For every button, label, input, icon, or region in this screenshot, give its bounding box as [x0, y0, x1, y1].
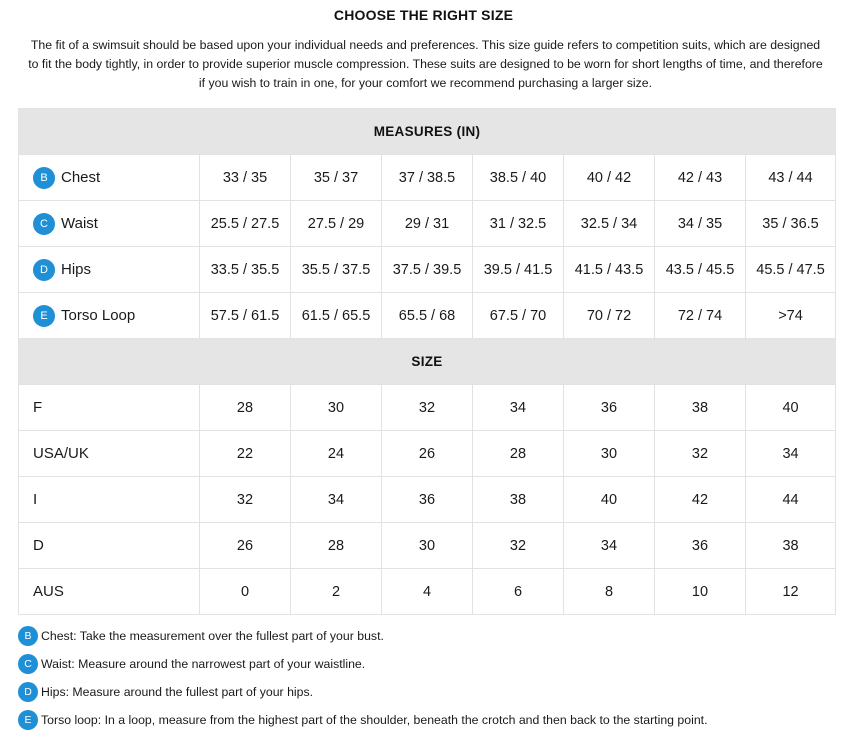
measure-value-cell: 41.5 / 43.5	[564, 247, 655, 293]
page-title: CHOOSE THE RIGHT SIZE	[333, 7, 514, 23]
measure-value-cell: 35.5 / 37.5	[291, 247, 382, 293]
measure-value-cell: 34 / 35	[655, 201, 746, 247]
measure-value-cell: 33.5 / 35.5	[200, 247, 291, 293]
size-value-cell: 26	[382, 431, 473, 477]
legend-text: Chest: Take the measurement over the fullest part of your bust.	[41, 629, 384, 643]
size-row-i	[19, 477, 836, 523]
size-row-usa-uk	[19, 431, 836, 477]
measure-value-cell: 61.5 / 65.5	[291, 293, 382, 339]
size-value-cell: 30	[291, 385, 382, 431]
size-value-cell: 12	[746, 569, 836, 615]
measure-label-cell	[19, 293, 200, 339]
measure-value-cell: 37.5 / 39.5	[382, 247, 473, 293]
size-value-cell: 38	[655, 385, 746, 431]
size-value-cell: 24	[291, 431, 382, 477]
legend-item	[18, 622, 838, 650]
size-value-cell: 30	[564, 431, 655, 477]
measure-badge-icon: B	[33, 167, 55, 189]
measure-value-cell: 33 / 35	[200, 155, 291, 201]
measure-label: Waist	[61, 214, 98, 232]
size-value-cell: 0	[200, 569, 291, 615]
size-label-cell: D	[19, 523, 200, 569]
measure-badge-icon: E	[33, 305, 55, 327]
measure-value-cell: 40 / 42	[564, 155, 655, 201]
legend-item	[18, 650, 838, 678]
measure-value-cell: 38.5 / 40	[473, 155, 564, 201]
measure-value-cell: 42 / 43	[655, 155, 746, 201]
size-value-cell: 8	[564, 569, 655, 615]
size-value-cell: 22	[200, 431, 291, 477]
measure-label: Torso Loop	[61, 306, 136, 324]
size-value-cell: 32	[655, 431, 746, 477]
measure-value-cell: 43 / 44	[746, 155, 836, 201]
size-value-cell: 28	[473, 431, 564, 477]
size-header-row	[19, 339, 836, 385]
size-value-cell: 38	[746, 523, 836, 569]
size-value-cell: 2	[291, 569, 382, 615]
size-value-cell: 36	[655, 523, 746, 569]
size-table	[18, 108, 836, 615]
measure-value-cell: 29 / 31	[382, 201, 473, 247]
size-value-cell: 42	[655, 477, 746, 523]
size-row-f	[19, 385, 836, 431]
size-value-cell: 4	[382, 569, 473, 615]
measure-value-cell: 25.5 / 27.5	[200, 201, 291, 247]
legend-badge-icon: D	[18, 682, 38, 702]
measure-label: Chest	[61, 168, 101, 186]
size-label-cell: USA/UK	[19, 431, 200, 477]
measure-badge-icon: C	[33, 213, 55, 235]
size-value-cell: 34	[564, 523, 655, 569]
measure-value-cell: 32.5 / 34	[564, 201, 655, 247]
measure-value-cell: 57.5 / 61.5	[200, 293, 291, 339]
size-value-cell: 28	[291, 523, 382, 569]
measure-value-cell: 27.5 / 29	[291, 201, 382, 247]
measure-value-cell: 35 / 36.5	[746, 201, 836, 247]
measure-value-cell: 35 / 37	[291, 155, 382, 201]
size-value-cell: 36	[382, 477, 473, 523]
measure-value-cell: 65.5 / 68	[382, 293, 473, 339]
measure-value-cell: 39.5 / 41.5	[473, 247, 564, 293]
legend-text: Torso loop: In a loop, measure from the highest part of the shoulder, beneath the crotch and then back to the starting point.	[41, 713, 708, 727]
size-value-cell: 36	[564, 385, 655, 431]
size-value-cell: 44	[746, 477, 836, 523]
size-row-aus	[19, 569, 836, 615]
size-header: SIZE	[19, 339, 836, 385]
size-value-cell: 40	[564, 477, 655, 523]
measure-value-cell: 72 / 74	[655, 293, 746, 339]
measure-row-chest	[19, 155, 836, 201]
measure-label: Hips	[61, 260, 92, 278]
size-value-cell: 6	[473, 569, 564, 615]
measure-value-cell: 67.5 / 70	[473, 293, 564, 339]
measure-row-torso-loop	[19, 293, 836, 339]
measure-label-cell	[19, 201, 200, 247]
size-value-cell: 34	[473, 385, 564, 431]
legend-badge-icon: E	[18, 710, 38, 730]
size-row-d	[19, 523, 836, 569]
size-value-cell: 32	[200, 477, 291, 523]
size-value-cell: 30	[382, 523, 473, 569]
size-value-cell: 26	[200, 523, 291, 569]
size-value-cell: 40	[746, 385, 836, 431]
size-value-cell: 34	[291, 477, 382, 523]
legend-text: Hips: Measure around the fullest part of your hips.	[41, 685, 314, 699]
measure-value-cell: >74	[746, 293, 836, 339]
size-value-cell: 32	[473, 523, 564, 569]
intro-paragraph: The fit of a swimsuit should be based upon your individual needs and preferences. This size guide refers to competition suits, which are designed to fit the body tightly, in order to provide superior muscle compression. These suits are designed to be worn for short lengths of time, and therefore if you wish to train in one, for your comfort we recommend purchasing a larger size.	[28, 38, 823, 90]
measure-value-cell: 45.5 / 47.5	[746, 247, 836, 293]
legend-item	[18, 706, 838, 734]
measure-value-cell: 37 / 38.5	[382, 155, 473, 201]
measures-header-row	[19, 109, 836, 155]
size-label-cell: F	[19, 385, 200, 431]
legend-item	[18, 678, 838, 706]
size-label-cell: AUS	[19, 569, 200, 615]
measure-badge-icon: D	[33, 259, 55, 281]
size-value-cell: 38	[473, 477, 564, 523]
legend-badge-icon: C	[18, 654, 38, 674]
size-label-cell: I	[19, 477, 200, 523]
size-value-cell: 32	[382, 385, 473, 431]
measures-header: MEASURES (IN)	[19, 109, 836, 155]
measure-label-cell	[19, 155, 200, 201]
legend	[18, 622, 838, 734]
size-value-cell: 10	[655, 569, 746, 615]
legend-text: Waist: Measure around the narrowest part of your waistline.	[41, 657, 366, 671]
measure-value-cell: 31 / 32.5	[473, 201, 564, 247]
size-value-cell: 34	[746, 431, 836, 477]
measure-label-cell	[19, 247, 200, 293]
measure-value-cell: 43.5 / 45.5	[655, 247, 746, 293]
size-value-cell: 28	[200, 385, 291, 431]
measure-row-hips	[19, 247, 836, 293]
measure-value-cell: 70 / 72	[564, 293, 655, 339]
legend-badge-icon: B	[18, 626, 38, 646]
measure-row-waist	[19, 201, 836, 247]
